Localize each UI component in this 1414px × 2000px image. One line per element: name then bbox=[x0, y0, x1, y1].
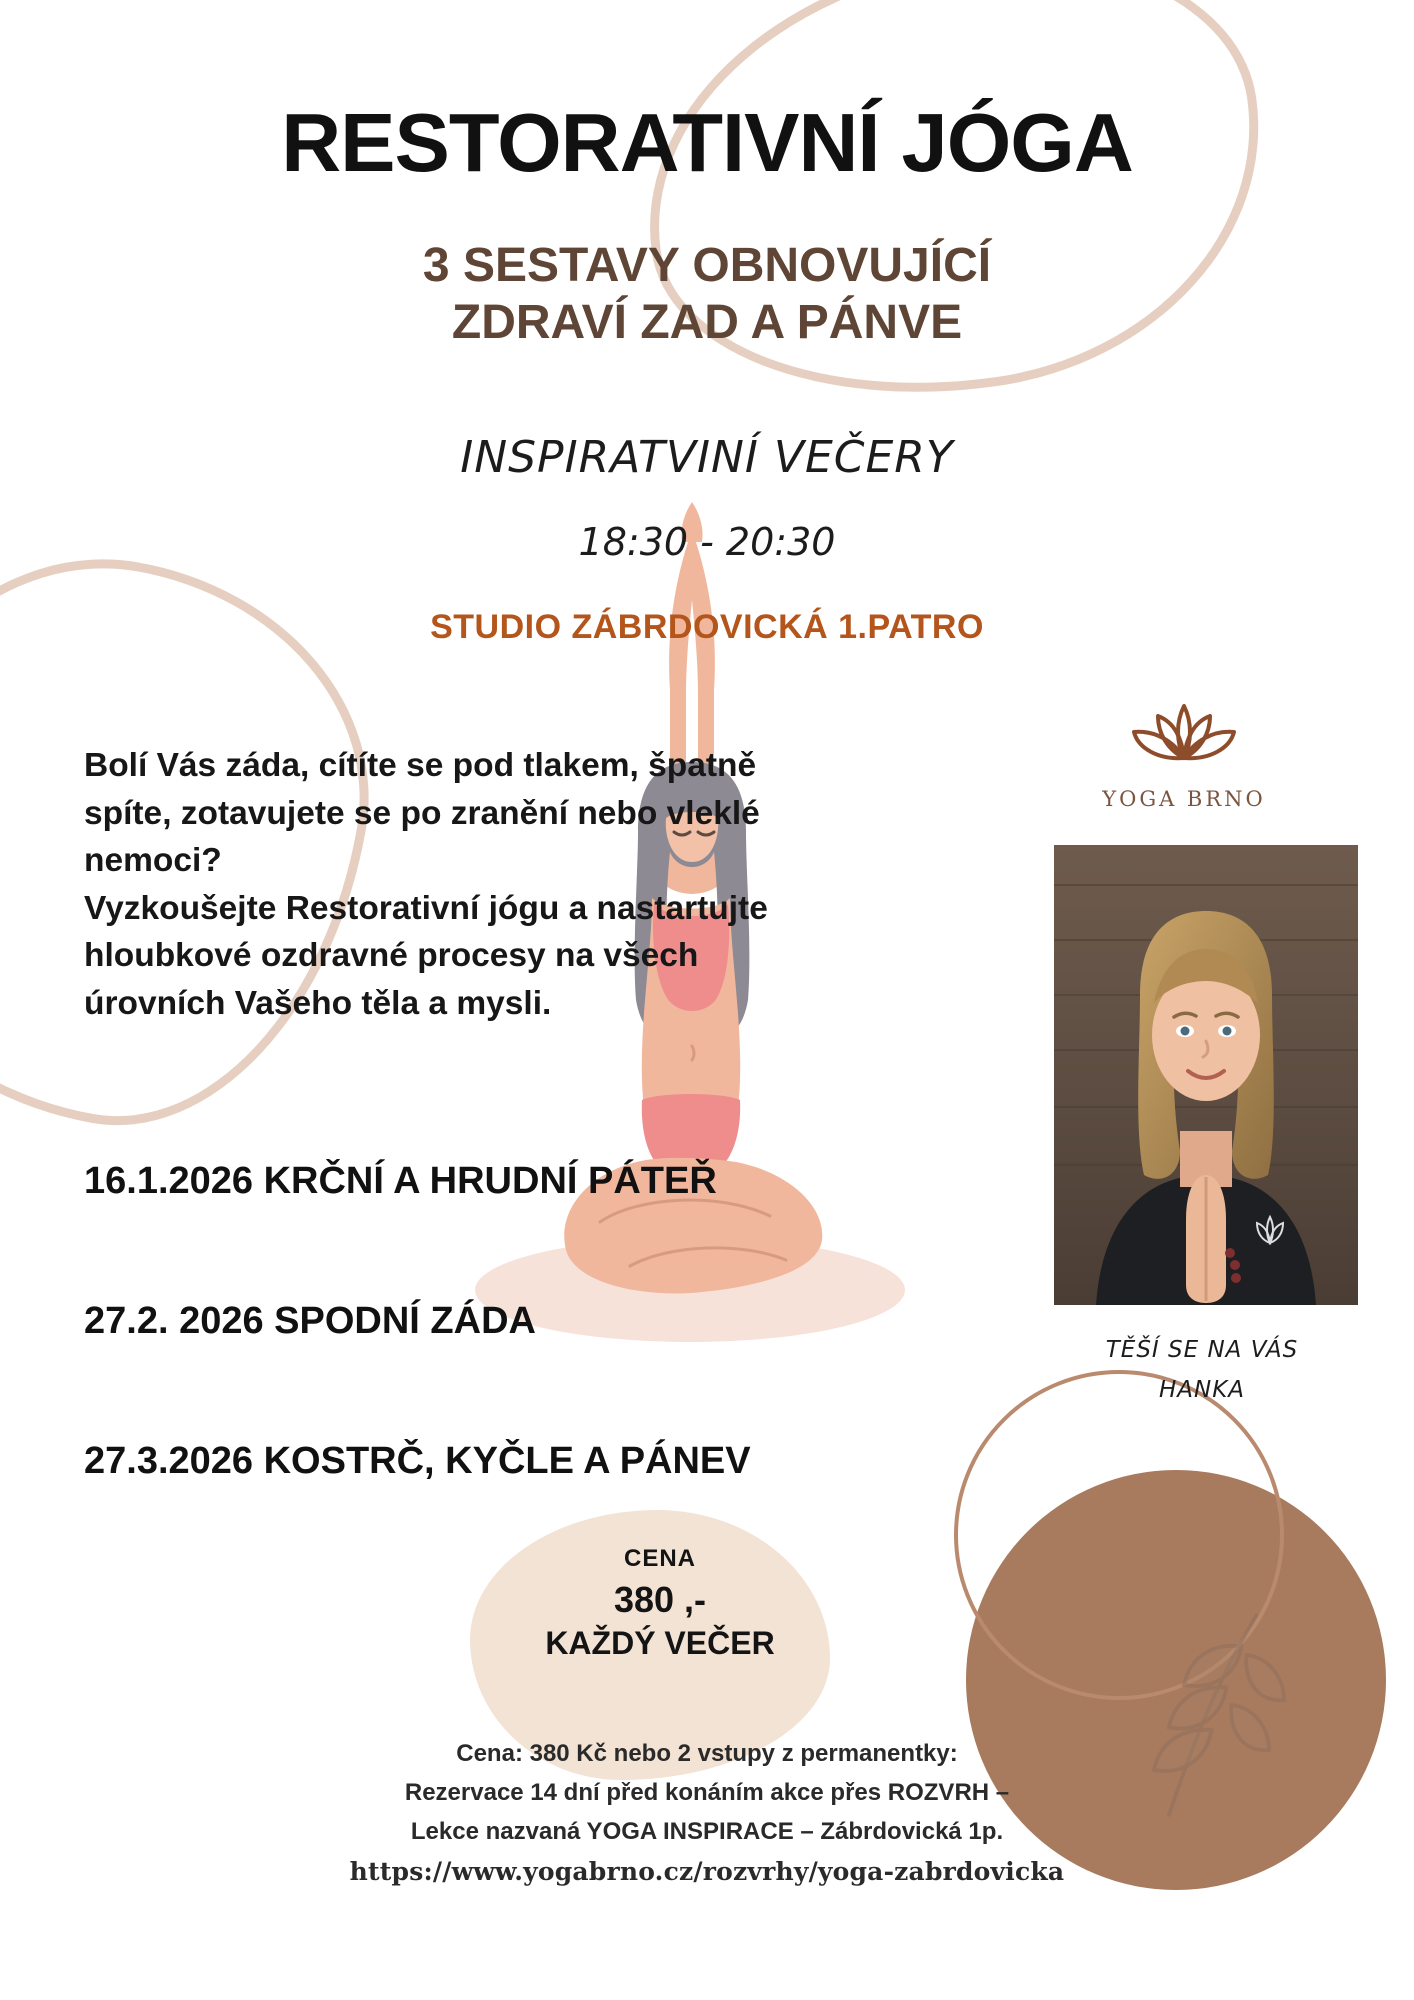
subtitle-line-1: 3 SESTAVY OBNOVUJÍCÍ bbox=[422, 239, 992, 292]
brand-logo bbox=[1084, 688, 1284, 818]
body-line: hloubkové ozdravné procesy na všech bbox=[84, 937, 699, 975]
caption-line-2: HANKA bbox=[1158, 1377, 1246, 1404]
price-label: CENA bbox=[623, 1545, 696, 1572]
session-date-3: 27.3.2026 KOSTRČ, KYČLE A PÁNEV bbox=[84, 1440, 751, 1482]
price-value: 380 ,- bbox=[613, 1579, 707, 1620]
body-line: Bolí Vás záda, cítíte se pod tlakem, špatně bbox=[84, 747, 757, 784]
price-note: KAŽDÝ VEČER bbox=[545, 1625, 775, 1661]
page-title: RESTORATIVNÍ JÓGA bbox=[281, 96, 1133, 189]
body-line: Vyzkoušejte Restorativní jógu a nastartujte bbox=[84, 889, 768, 927]
instructor-caption bbox=[1052, 1330, 1352, 1411]
booking-url[interactable]: https://www.yogabrno.cz/rozvrhy/yoga-zabrdovicka bbox=[349, 1856, 1065, 1886]
caption-line-1: TĚŠÍ SE NA VÁS bbox=[1105, 1337, 1299, 1363]
footer-info bbox=[0, 1735, 1414, 1892]
footer-line-2: Rezervace 14 dní před konáním akce přes ROZVRH – bbox=[404, 1778, 1010, 1806]
body-copy bbox=[84, 742, 784, 1027]
lotus-icon bbox=[1084, 688, 1284, 780]
instructor-photo bbox=[1054, 845, 1358, 1305]
decorative-blob-outline-top-right bbox=[617, 0, 1291, 431]
price-block bbox=[520, 1545, 800, 1662]
session-date-1: 16.1.2026 KRČNÍ A HRUDNÍ PÁTEŘ bbox=[84, 1160, 717, 1202]
brand-name: YOGA BRNO bbox=[1102, 787, 1266, 811]
subtitle bbox=[0, 238, 1414, 351]
subtitle-line-2: ZDRAVÍ ZAD A PÁNVE bbox=[451, 295, 963, 349]
footer-line-3: Lekce nazvaná YOGA INSPIRACE – Zábrdovická 1p. bbox=[410, 1817, 1004, 1845]
event-time: 18:30 - 20:30 bbox=[578, 520, 836, 564]
event-type: INSPIRATVINÍ VEČERY bbox=[460, 432, 954, 483]
body-line: úrovních Vašeho těla a mysli. bbox=[84, 984, 552, 1022]
venue-label: STUDIO ZÁBRDOVICKÁ 1.PATRO bbox=[430, 608, 984, 646]
body-line: nemoci? bbox=[84, 842, 222, 880]
body-line: spíte, zotavujete se po zranění nebo vleklé bbox=[84, 794, 760, 832]
session-date-2: 27.2. 2026 SPODNÍ ZÁDA bbox=[84, 1300, 536, 1342]
footer-line-1: Cena: 380 Kč nebo 2 vstupy z permanentky: bbox=[456, 1740, 958, 1767]
